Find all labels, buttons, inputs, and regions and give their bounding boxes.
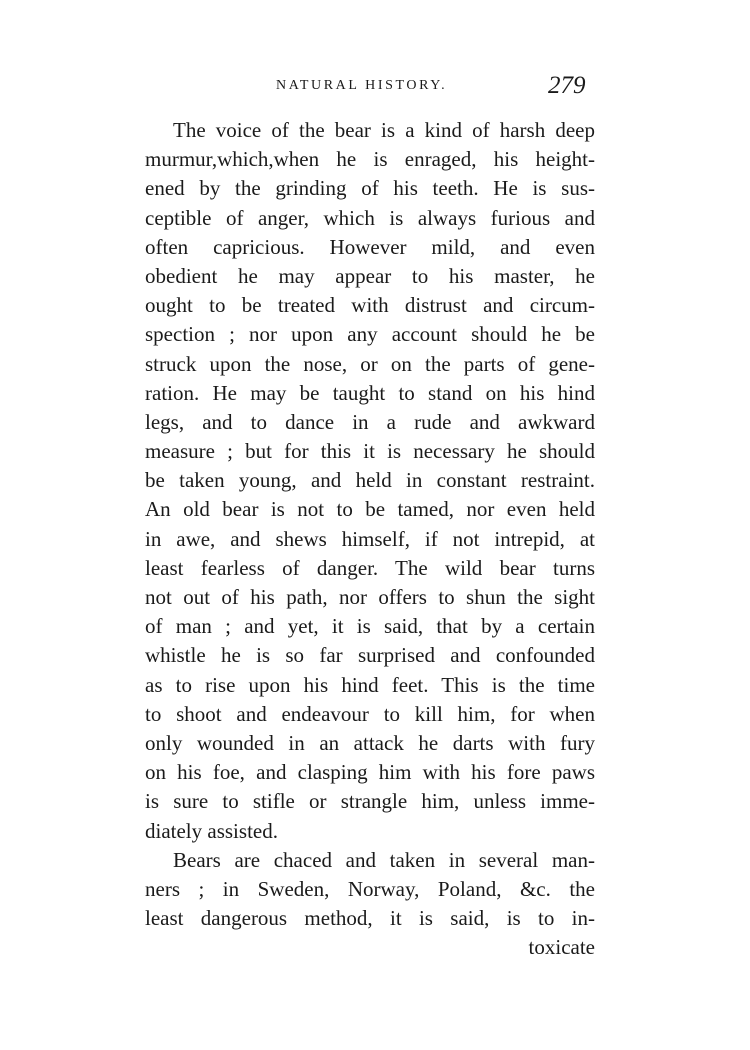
text-line: whistle he is so far surprised and confounded (145, 643, 595, 668)
catchword: toxicate (528, 935, 595, 960)
text-line: diately assisted. (145, 818, 278, 843)
text-line: least fearless of danger. The wild bear turns (145, 555, 595, 580)
page-number: 279 (548, 72, 586, 99)
text-line: only wounded in an attack he darts with fury (145, 730, 595, 755)
text-line: ceptible of anger, which is always furious and (145, 205, 595, 230)
text-line: on his foe, and clasping him with his fore paws (145, 760, 595, 785)
text-line: obedient he may appear to his master, he (145, 263, 595, 288)
body-text (145, 116, 595, 962)
text-line: legs, and to dance in a rude and awkward (145, 409, 595, 434)
text-line: An old bear is not to be tamed, nor even held (145, 497, 595, 522)
text-line: not out of his path, nor offers to shun the sight (145, 585, 595, 609)
text-line: be taken young, and held in constant restraint. (145, 468, 595, 493)
text-line: as to rise upon his hind feet. This is the time (145, 672, 595, 697)
text-line: is sure to stifle or strangle him, unless imme- (145, 789, 595, 814)
text-line: ened by the grinding of his teeth. He is sus- (145, 176, 595, 201)
text-line: struck upon the nose, or on the parts of gene- (145, 351, 595, 376)
text-line: Bears are chaced and taken in several man- (173, 847, 595, 872)
text-line: ought to be treated with distrust and circum- (145, 293, 595, 318)
text-line: ners ; in Sweden, Norway, Poland, &c. the (145, 876, 595, 901)
text-line: of man ; and yet, it is said, that by a certain (145, 614, 595, 639)
text-line: often capricious. However mild, and even (145, 234, 595, 259)
text-line: ration. He may be taught to stand on his hind (145, 380, 595, 405)
text-line: spection ; nor upon any account should he be (145, 322, 595, 347)
text-line: in awe, and shews himself, if not intrepid, at (145, 526, 595, 551)
text-line: least dangerous method, it is said, is to in- (145, 906, 595, 931)
running-head: NATURAL HISTORY. (276, 78, 448, 93)
text-line: measure ; but for this it is necessary he should (145, 439, 595, 464)
text-line: to shoot and endeavour to kill him, for when (145, 701, 595, 726)
text-line: murmur,which,when he is enraged, his height- (145, 147, 595, 172)
text-line: The voice of the bear is a kind of harsh deep (173, 118, 595, 142)
